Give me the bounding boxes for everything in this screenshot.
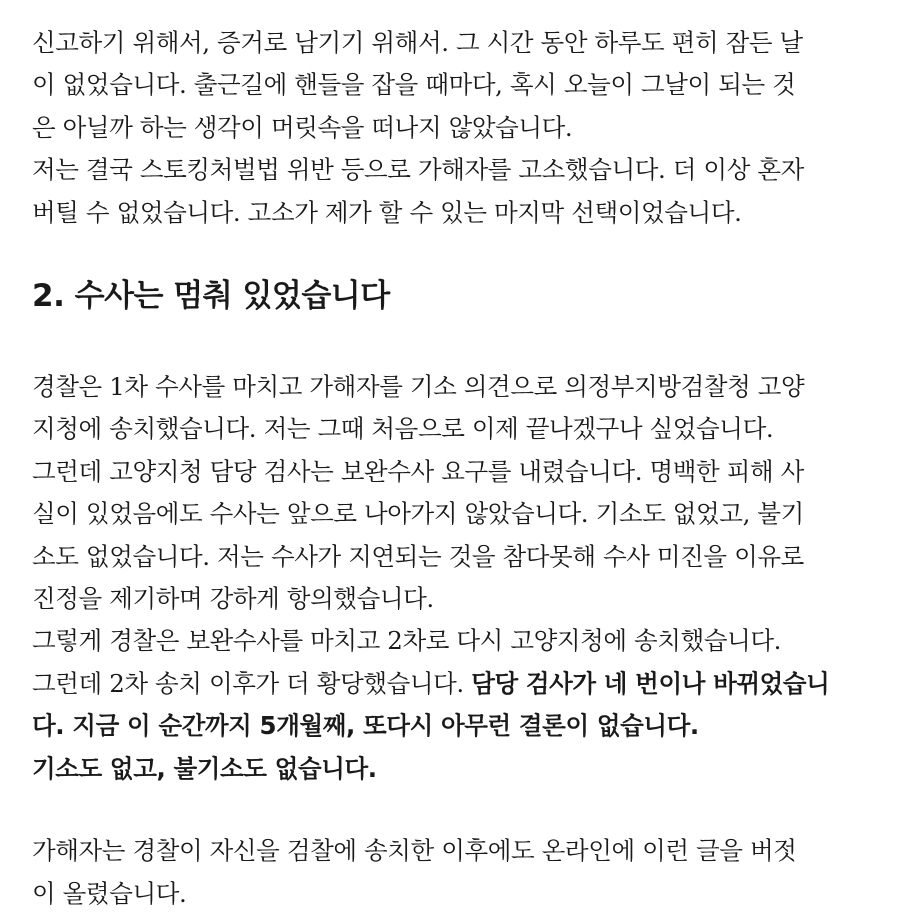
emphasis-line: 기소도 없고, 불기소도 없습니다. xyxy=(32,753,377,783)
text-line: 가해자는 경찰이 자신을 검찰에 송치한 이후에도 온라인에 이런 글을 버젓 xyxy=(32,836,797,866)
mixed-text-line xyxy=(32,663,872,705)
text-line: 은 아닐까 하는 생각이 머릿속을 떠나지 않았습니다. xyxy=(32,112,573,142)
text-line: 버틸 수 없었습니다. 고소가 제가 할 수 있는 마지막 선택이었습니다. xyxy=(32,197,742,227)
text-normal: 그런데 2차 송치 이후가 더 황당했습니다. xyxy=(32,668,472,698)
text-line: 진정을 제기하며 강하게 항의했습니다. xyxy=(32,584,434,614)
intro-paragraph xyxy=(32,22,872,234)
text-line: 실이 있었음에도 수사는 앞으로 나아가지 않았습니다. 기소도 없었고, 불기 xyxy=(32,499,804,529)
text-emphasis: 담당 검사가 네 번이나 바뀌었습니 xyxy=(471,668,830,698)
section2-paragraph xyxy=(32,366,872,790)
text-line: 지청에 송치했습니다. 저는 그때 처음으로 이제 끝나겠구나 싶었습니다. xyxy=(32,414,774,444)
closing-paragraph xyxy=(32,830,872,915)
text-line: 소도 없었습니다. 저는 수사가 지연되는 것을 참다못해 수사 미진을 이유로 xyxy=(32,541,804,571)
text-line: 이 없었습니다. 출근길에 핸들을 잡을 때마다, 혹시 오늘이 그날이 되는 것 xyxy=(32,70,796,100)
spacer xyxy=(32,790,872,830)
spacer xyxy=(32,318,872,366)
spacer xyxy=(32,234,872,274)
section-heading: 2. 수사는 멈춰 있었습니다 xyxy=(32,278,390,315)
text-line: 그런데 고양지청 담당 검사는 보완수사 요구를 내렸습니다. 명백한 피해 사 xyxy=(32,456,804,486)
text-line: 이 올렸습니다. xyxy=(32,878,187,908)
text-line: 그렇게 경찰은 보완수사를 마치고 2차로 다시 고양지청에 송치했습니다. xyxy=(32,626,782,656)
text-line: 경찰은 1차 수사를 마치고 가해자를 기소 의견으로 의정부지방검찰청 고양 xyxy=(32,372,805,402)
emphasis-line: 다. 지금 이 순간까지 5개월째, 또다시 아무런 결론이 없습니다. xyxy=(32,711,699,741)
text-line: 신고하기 위해서, 증거로 남기기 위해서. 그 시간 동안 하루도 편히 잠든 날 xyxy=(32,28,803,57)
article-body xyxy=(32,22,872,915)
text-line: 저는 결국 스토킹처벌법 위반 등으로 가해자를 고소했습니다. 더 이상 혼자 xyxy=(32,155,804,185)
